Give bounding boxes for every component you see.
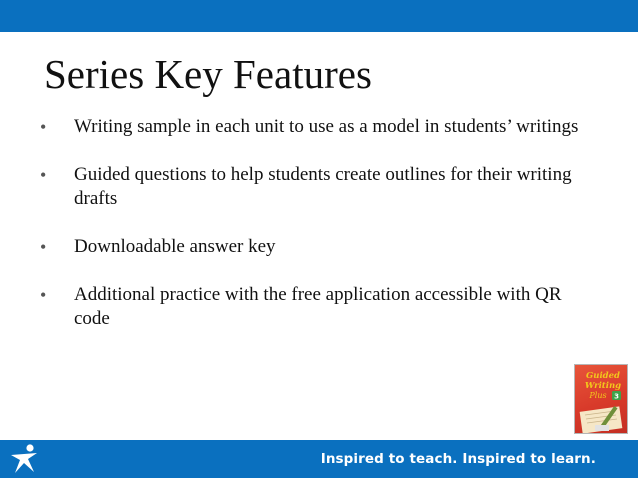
bullet-list xyxy=(40,115,600,355)
book-cover-image xyxy=(574,364,628,434)
bullet-item xyxy=(40,115,600,139)
bullet-marker: • xyxy=(40,165,47,185)
svg-text:Guided: Guided xyxy=(586,371,620,381)
star-figure-icon xyxy=(8,443,40,475)
bullet-item xyxy=(40,235,600,259)
bullet-marker: • xyxy=(40,117,47,137)
bullet-item xyxy=(40,163,600,211)
svg-text:3: 3 xyxy=(614,392,619,401)
bullet-item xyxy=(40,283,600,331)
bullet-text: Guided questions to help students create outlines for their writing drafts xyxy=(74,164,572,209)
top-banner xyxy=(0,0,638,32)
book-title-logo xyxy=(581,369,625,401)
bullet-marker: • xyxy=(40,285,47,305)
svg-text:Writing: Writing xyxy=(584,381,622,391)
bullet-text: Additional practice with the free application accessible with QR code xyxy=(74,284,562,329)
slide-title: Series Key Features xyxy=(44,51,372,97)
footer-banner xyxy=(0,440,638,478)
book-illustration xyxy=(577,403,627,433)
bullet-text: Writing sample in each unit to use as a model in students’ writings xyxy=(74,116,579,137)
bullet-marker: • xyxy=(40,237,47,257)
svg-text:Plus: Plus xyxy=(589,391,607,400)
footer-tagline: Inspired to teach. Inspired to learn. xyxy=(320,451,596,467)
bullet-text: Downloadable answer key xyxy=(74,236,276,257)
